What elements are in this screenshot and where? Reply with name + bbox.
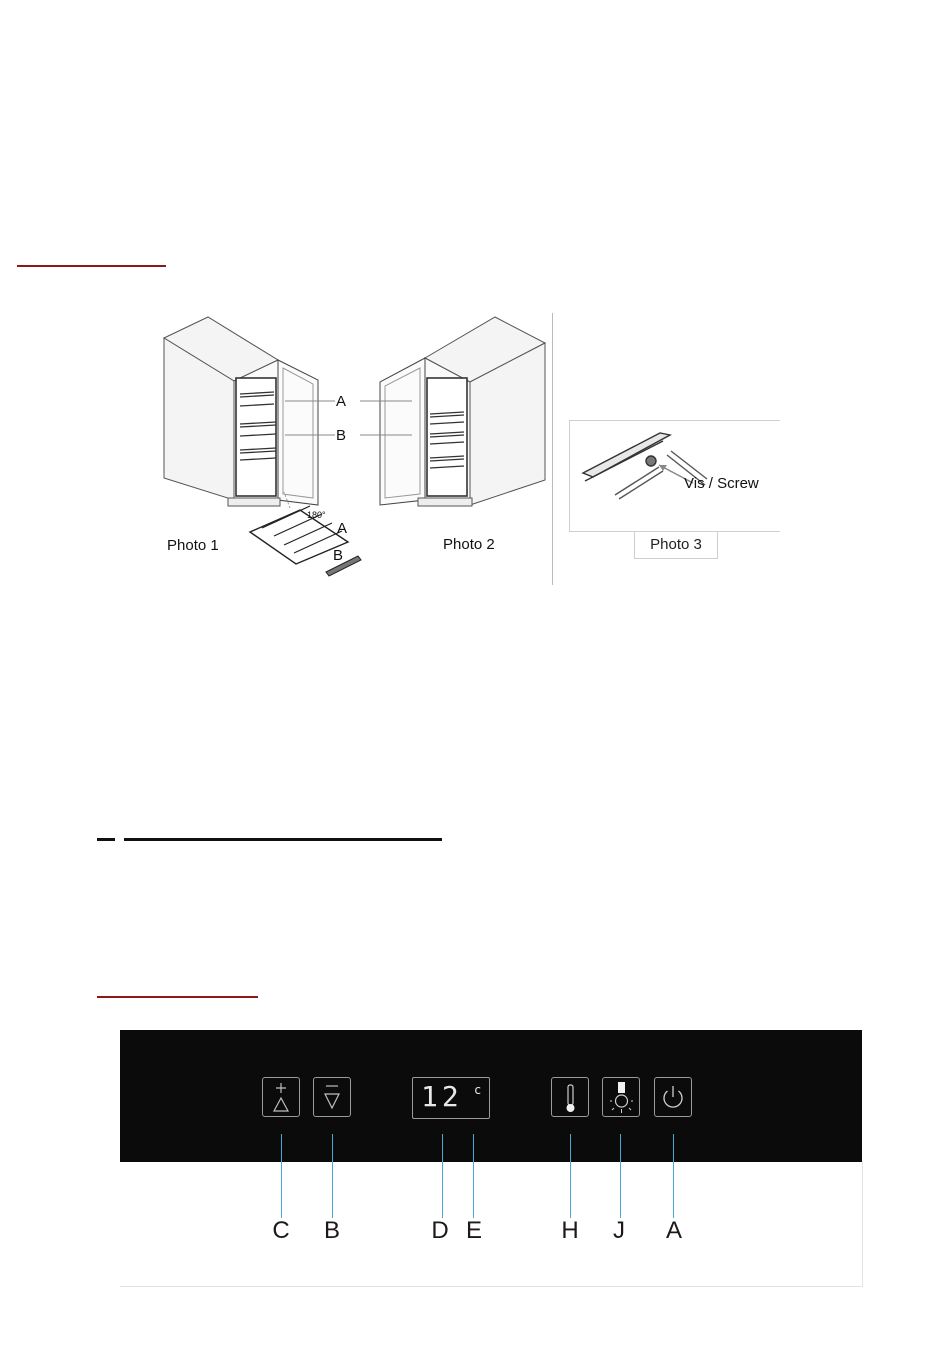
leader-line-h bbox=[570, 1134, 571, 1218]
power-button[interactable] bbox=[654, 1077, 692, 1117]
temperature-display bbox=[412, 1077, 490, 1119]
leader-line-d bbox=[442, 1134, 443, 1218]
power-icon bbox=[655, 1078, 691, 1116]
leader-line-j bbox=[620, 1134, 621, 1218]
section-heading-underline-4 bbox=[97, 996, 258, 998]
section-heading-underline-1 bbox=[17, 265, 166, 267]
callout-b-top: B bbox=[336, 427, 347, 444]
leader-line-a bbox=[673, 1134, 674, 1218]
control-panel-legend bbox=[120, 1162, 863, 1287]
photo3-caption bbox=[634, 531, 718, 559]
leader-line-e bbox=[473, 1134, 474, 1218]
section-heading-underline-2 bbox=[97, 838, 115, 841]
callout-a-top: A bbox=[336, 393, 347, 410]
leader-line-b bbox=[332, 1134, 333, 1218]
door-left-open bbox=[278, 360, 318, 505]
label-h: H bbox=[561, 1217, 579, 1244]
temperature-button[interactable] bbox=[551, 1077, 589, 1117]
display-unit: c bbox=[474, 1083, 482, 1097]
label-c: C bbox=[272, 1217, 290, 1244]
loose-rail bbox=[326, 556, 361, 576]
photo3-label: Photo 3 bbox=[650, 536, 702, 553]
figure-divider bbox=[552, 313, 553, 585]
door-right-open bbox=[380, 358, 425, 505]
label-b: B bbox=[323, 1217, 341, 1244]
control-panel bbox=[120, 1030, 862, 1162]
label-a: A bbox=[665, 1217, 683, 1244]
triangle-down-minus-icon bbox=[314, 1078, 350, 1116]
display-value: 12 bbox=[421, 1080, 463, 1113]
callout-b-bottom: B bbox=[333, 547, 344, 564]
screw-label: Vis / Screw bbox=[684, 475, 759, 492]
photo1-label: Photo 1 bbox=[167, 537, 219, 554]
label-d: D bbox=[431, 1217, 449, 1244]
light-bulb-icon bbox=[603, 1078, 639, 1116]
leader-line-c bbox=[281, 1134, 282, 1218]
label-j: J bbox=[613, 1217, 625, 1244]
callout-a-bottom: A bbox=[337, 520, 348, 537]
label-e: E bbox=[465, 1217, 483, 1244]
section-heading-underline-3 bbox=[124, 838, 442, 841]
triangle-up-plus-icon bbox=[263, 1078, 299, 1116]
callout-angle: 180° bbox=[307, 510, 326, 520]
temp-down-button[interactable] bbox=[313, 1077, 351, 1117]
photo2-label: Photo 2 bbox=[443, 536, 495, 553]
thermometer-icon bbox=[552, 1078, 588, 1116]
temp-up-button[interactable] bbox=[262, 1077, 300, 1117]
light-button[interactable] bbox=[602, 1077, 640, 1117]
